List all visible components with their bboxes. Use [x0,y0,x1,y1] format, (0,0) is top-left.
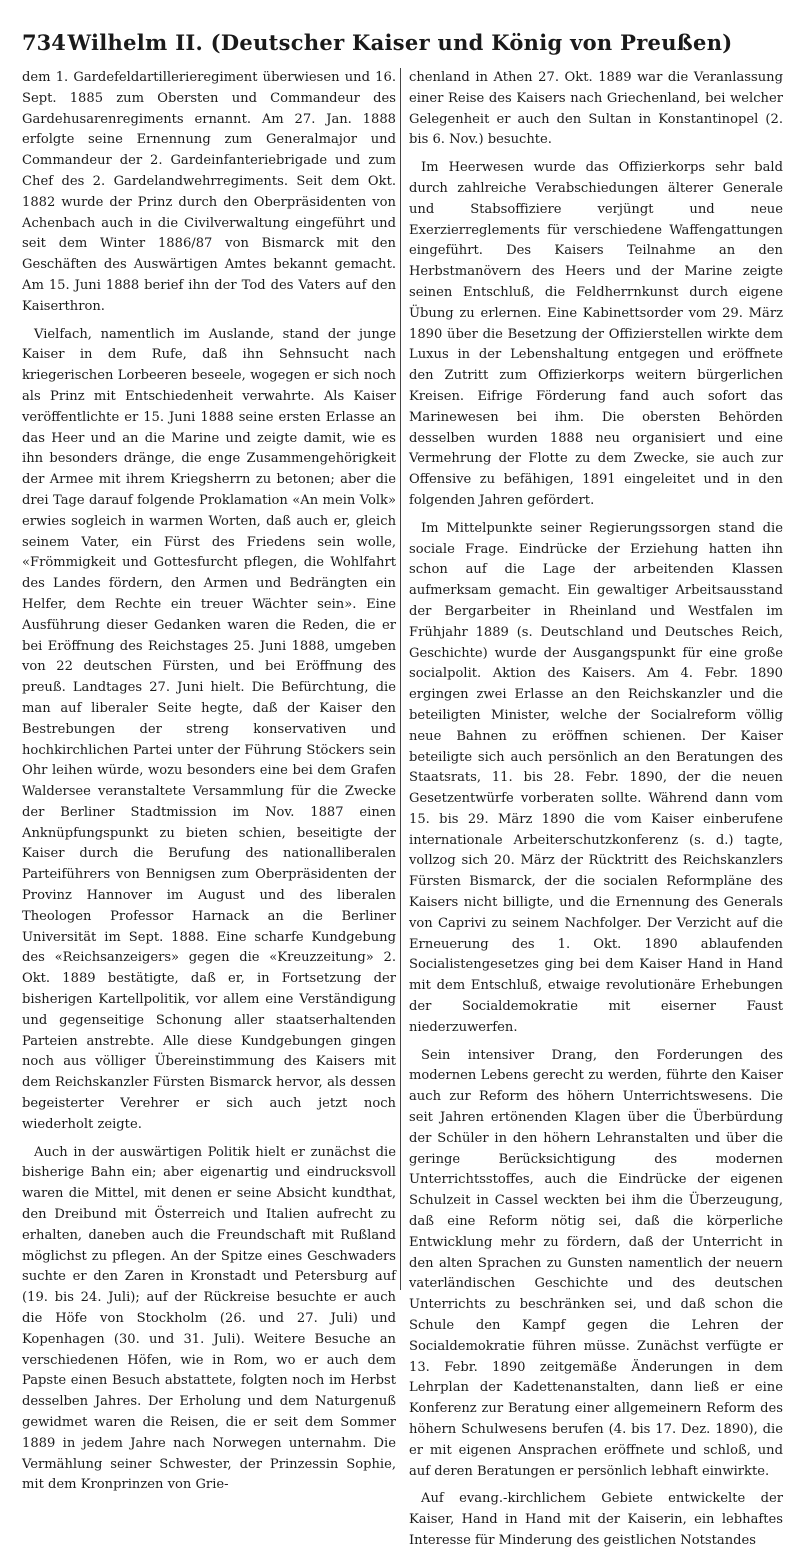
page-number: 734 [22,30,66,55]
page-header [22,30,778,60]
paragraph: Vielfach, namentlich im Auslande, stand der junge Kaiser in dem Rufe, daß ihn Sehnsucht nach kriegerischen Lorbeeren beseele, wogegen er sich noch als Prinz mit Entschiedenheit verwahrte. Als Kaiser veröffentlichte er 15. Juni 1888 seine ersten Erlasse an das Heer und an die Marine und zeigte damit, wie es ihn besonders dränge, die enge Zusammengehörigkeit der Armee mit ihrem Kriegsherrn zu betonen; aber die drei Tage darauf folgende Proklamation «An mein Volk» erwies sogleich in warmen Worten, daß auch er, gleich seinem Vater, ein Fürst des Friedens sein wolle, «Frömmigkeit und Gottesfurcht pflegen, die Wohlfahrt des Landes fördern, den Armen und Bedrängten ein Helfer, dem Rechte ein treuer Wächter sein». Eine Ausführung dieser Gedanken waren die Reden, die er bei Eröffnung des Reichstages 25. Juni 1888, umgeben von 22 deutschen Fürsten, und bei Eröffnung des preuß. Landtages 27. Juni hielt. Die Befürchtung, die man auf liberaler Seite hegte, daß der Kaiser den Bestrebungen der streng konservativen und hochkirchlichen Partei unter der Führung Stöckers sein Ohr leihen würde, wozu besonders eine bei dem Grafen Waldersee veranstaltete Versammlung für die Zwecke der Berliner Stadtmission im Nov. 1887 einen Anknüpfungspunkt zu bieten schien, beseitigte der Kaiser durch die Berufung des nationalliberalen Parteiführers von Bennigsen zum Oberpräsidenten der Provinz Hannover im August und des liberalen Theologen Professor Harnack an die Berliner Universität im Sept. 1888. Eine scharfe Kundgebung des «Reichsanzeigers» gegen die «Kreuzzeitung» 2. Okt. 1889 bestätigte, daß er, in Fortsetzung der bisherigen Kartellpolitik, vor allem eine Verständigung und gegenseitige Schonung aller staatserhaltenden Parteien anstrebte. Alle diese Kundgebungen gingen noch aus völliger Übereinstimmung des Kaisers mit dem Reichskanzler Fürsten Bismarck hervor, als dessen begeisterter Verehrer er sich auch jetzt noch wiederholt zeigte. [22,326,396,1132]
left-column [22,68,396,1493]
column-divider [400,68,401,1290]
right-column [409,68,783,1548]
paragraph: Auf evang.-kirchlichem Gebiete entwickelte der Kaiser, Hand in Hand mit der Kaiserin, ein lebhaftes Interesse für Minderung des geistlichen Notstandes [409,1491,783,1548]
paragraph: dem 1. Gardefeldartillerieregiment überwiesen und 16. Sept. 1885 zum Obersten und Commandeur des Gardehusarenregiments ernannt. Am 27. Jan. 1888 erfolgte seine Ernennung zum Generalmajor und Commandeur der 2. Gardeinfanteriebrigade und zum Chef des 2. Gardelandwehrregiments. Seit dem Okt. 1882 wurde der Prinz durch den Oberpräsidenten von Achenbach auch in die Civilverwaltung eingeführt und seit dem Winter 1886/87 von Bismarck mit den Geschäften des Auswärtigen Amtes bekannt gemacht. Am 15. Juni 1888 berief ihn der Tod des Vaters auf den Kaiserthron. [22,70,396,314]
running-title: Wilhelm II. (Deutscher Kaiser und König von Preußen) [67,30,733,55]
paragraph: chenland in Athen 27. Okt. 1889 war die Veranlassung einer Reise des Kaisers nach Griechenland, bei welcher Gelegenheit er auch den Sultan in Konstantinopel (2. bis 6. Nov.) besuchte. [409,70,783,148]
paragraph: Auch in der auswärtigen Politik hielt er zunächst die bisherige Bahn ein; aber eigenartig und eindrucksvoll waren die Mittel, mit denen er seine Absicht kundthat, den Dreibund mit Österreich und Italien aufrecht zu erhalten, daneben auch die Freundschaft mit Rußland möglichst zu pflegen. An der Spitze eines Geschwaders suchte er den Zaren in Kronstadt und Petersburg auf (19. bis 24. Juli); auf der Rückreise besuchte er auch die Höfe von Stockholm (26. und 27. Juli) und Kopenhagen (30. und 31. Juli). Weitere Besuche an verschiedenen Höfen, wie in Rom, wo er auch dem Papste einen Besuch abstattete, folgten noch im Herbst desselben Jahres. Der Erholung und dem Naturgenuß gewidmet waren die Reisen, die er seit dem Sommer 1889 in jedem Jahre nach Norwegen unternahm. Die Vermählung seiner Schwester, der Prinzessin Sophie, mit dem Kronprinzen von Grie- [22,1144,396,1493]
paragraph: Sein intensiver Drang, den Forderungen des modernen Lebens gerecht zu werden, führte den Kaiser auch zur Reform des höhern Unterrichtswesens. Die seit Jahren ertönenden Klagen über die Überbürdung der Schüler in den höhern Lehranstalten und über die geringe Berücksichtigung des modernen Unterrichtsstoffes, auch die Eindrücke der eigenen Schulzeit in Cassel weckten bei ihm die Überzeugung, daß eine Reform nötig sei, daß die körperliche Entwicklung mehr zu fördern, daß der Unterricht in den alten Sprachen zu Gunsten namentlich der neuern vaterländischen Geschichte und des deutschen Unterrichts zu beschränken sei, und daß schon die Schule den Kampf gegen die Lehren der Socialdemokratie führen müsse. Zunächst verfügte er 13. Febr. 1890 zeitgemäße Änderungen in dem Lehrplan der Kadettenanstalten, dann ließ er eine Konferenz zur Beratung einer allgemeinern Reform des höhern Schulwesens berufen (4. bis 17. Dez. 1890), die er mit eigenen Ansprachen eröffnete und schloß, und auf deren Beratungen er persönlich lebhaft einwirkte. [409,1047,783,1479]
paragraph: Im Heerwesen wurde das Offizierkorps sehr bald durch zahlreiche Verabschiedungen älterer Generale und Stabsoffiziere verjüngt und neue Exerzierreglements für verschiedene Waffengattungen eingeführt. Des Kaisers Teilnahme an den Herbstmanövern des Heers und der Marine zeigte seinen Entschluß, die Feldherrnkunst durch eigene Übung zu erlernen. Eine Kabinettsorder vom 29. März 1890 über die Besetzung der Offizierstellen wirkte dem Luxus in der Lebenshaltung entgegen und eröffnete den Zutritt zum Offizierkorps weitern bürgerlichen Kreisen. Eifrige Förderung fand auch sofort das Marinewesen bei ihm. Die obersten Behörden desselben wurden 1888 neu organisiert und eine Vermehrung der Flotte zu dem Zwecke, sie auch zur Offensive zu befähigen, 1891 eingeleitet und in den folgenden Jahren gefördert. [409,160,783,508]
paragraph: Im Mittelpunkte seiner Regierungssorgen stand die sociale Frage. Eindrücke der Erziehung hatten ihn schon auf die Lage der arbeitenden Klassen aufmerksam gemacht. Ein gewaltiger Arbeitsausstand der Bergarbeiter in Rheinland und Westfalen im Frühjahr 1889 (s. Deutschland und Deutsches Reich, Geschichte) wurde der Ausgangspunkt für eine große socialpolit. Aktion des Kaisers. Am 4. Febr. 1890 ergingen zwei Erlasse an den Reichskanzler und die beteiligten Minister, welche der Socialreform völlig neue Bahnen zu eröffnen schienen. Der Kaiser beteiligte sich auch persönlich an den Beratungen des Staatsrats, 11. bis 28. Febr. 1890, der die neuen Gesetzentwürfe vorberaten sollte. Während dann vom 15. bis 29. März 1890 die vom Kaiser einberufene internationale Arbeiterschutzkonferenz (s. d.) tagte, vollzog sich 20. März der Rücktritt des Reichskanzlers Fürsten Bismarck, der die socialen Reformpläne des Kaisers nicht billigte, und die Ernennung des Generals von Caprivi zu seinem Nachfolger. Der Verzicht auf die Erneuerung des 1. Okt. 1890 ablaufenden Socialistengesetzes ging bei dem Kaiser Hand in Hand mit dem Entschluß, etwaige revolutionäre Erhebungen der Socialdemokratie mit eiserner Faust niederzuwerfen. [409,520,783,1035]
